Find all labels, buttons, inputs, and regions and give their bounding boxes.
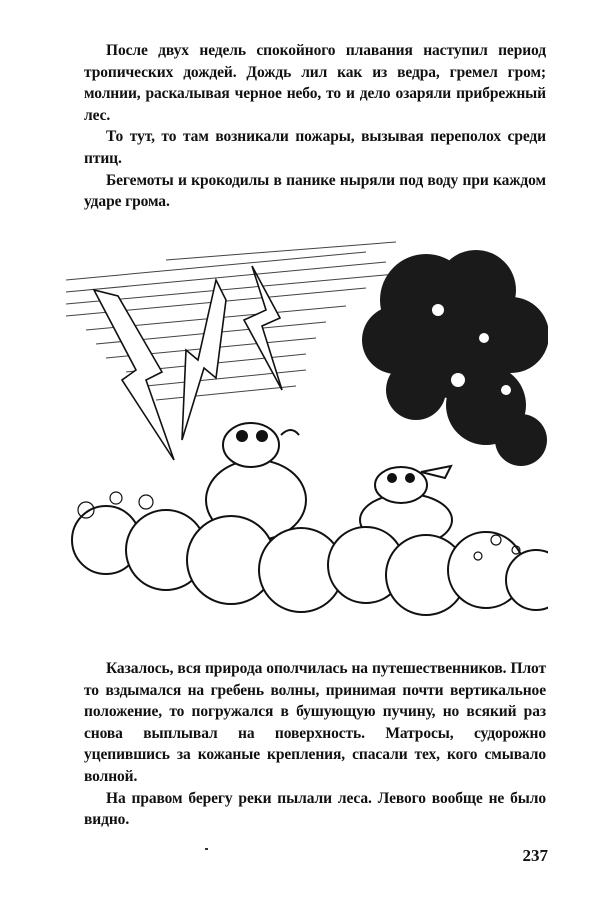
smoke-cloud (362, 250, 548, 466)
page-number: 237 (522, 846, 548, 865)
text-block-bottom (84, 658, 546, 831)
paragraph: На правом берегу реки пылали леса. Левого вообще не было видно. (84, 789, 546, 829)
paragraph: Бегемоты и крокодилы в панике ныряли под воду при каждом ударе грома. (84, 171, 546, 211)
paragraph: После двух недель спокойного плавания наступил период тропических дождей. Дождь лил как из ведра, гремел гром; молнии, раскалывая черное небо, то и дело озаряли прибрежный лес. (84, 42, 546, 124)
storm-illustration (66, 240, 548, 632)
waves (72, 506, 548, 615)
print-speck (205, 848, 208, 850)
text-block-top (84, 40, 546, 213)
paragraph: Казалось, вся природа ополчилась на путешественников. Плот то вздымался на гребень волны, принимая почти вертикальное положение, то погружался в бушующую пучину, но всякий раз снова выплывал на поверхность. Матросы, судорожно уцепившись за кожаные крепления, спасали тех, кого смывало волной. (84, 660, 546, 785)
paragraph: То тут, то там возникали пожары, вызывая переполох среди птиц. (84, 128, 546, 167)
